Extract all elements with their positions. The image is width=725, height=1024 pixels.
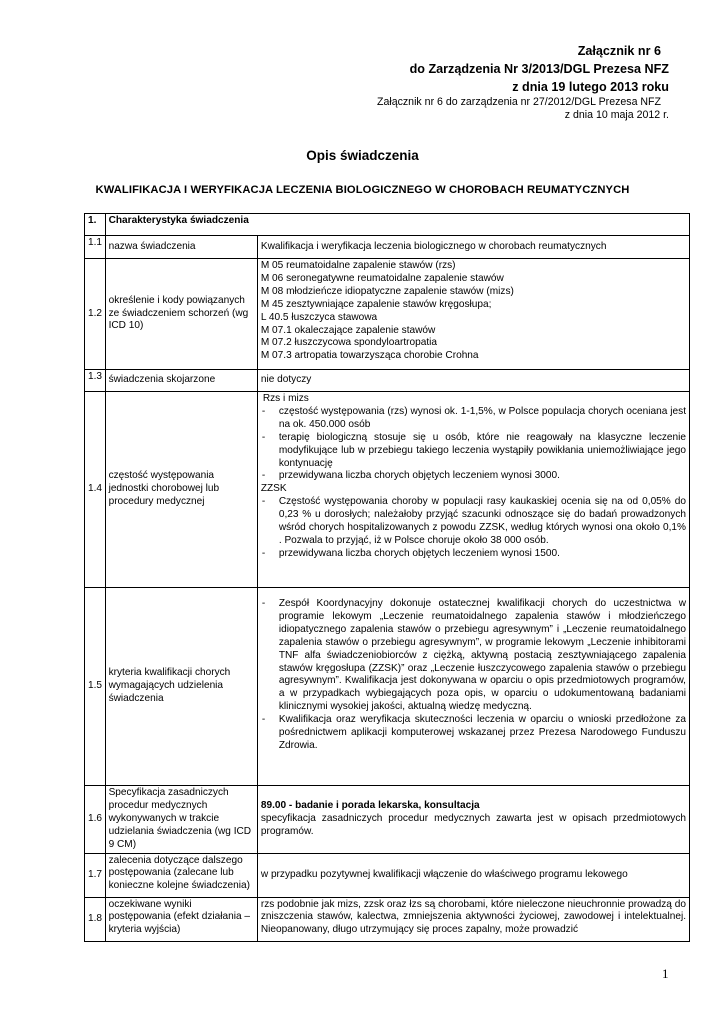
row-number: 1.7 xyxy=(85,853,106,897)
row-value xyxy=(257,259,689,370)
document-title: Opis świadczenia xyxy=(306,148,419,163)
list-item: L 40.5 łuszczyca stawowa xyxy=(260,311,378,323)
table-row xyxy=(85,786,690,854)
table-row xyxy=(85,236,690,259)
table-row xyxy=(85,259,690,370)
header-label: Charakterystyka świadczenia xyxy=(105,214,689,236)
list-item: - przewidywana liczba chorych objętych leczeniem wynosi 3000. xyxy=(261,470,686,483)
list-item: M 07.2 łuszczycowa spondyloartropatia xyxy=(260,337,438,349)
list-item: M 08 młodzieńcze idiopatyczne zapalenie stawów (mizs) xyxy=(260,285,514,297)
row-label: nazwa świadczenia xyxy=(105,236,257,259)
row-value: nie dotyczy xyxy=(257,370,689,392)
row-number: 1.5 xyxy=(85,588,106,786)
row-label: zalecenia dotyczące dalszego postępowania (zalecane lub konieczne kolejne świadczenia) xyxy=(105,853,257,897)
row-number: 1.4 xyxy=(85,392,106,588)
section-heading: Rzs i mizs xyxy=(262,393,309,404)
previous-regulation-date: z dnia 10 maja 2012 r. xyxy=(564,109,669,121)
table-row xyxy=(85,588,690,786)
list-item: - terapię biologiczną stosuje się u osób, które nie reagowały na klasyczne leczenie modyfikujące lub w przebiegu takiego leczenia wystąpiły powikłania uniemożliwiające jego kontynuację xyxy=(261,432,686,471)
table-header-row xyxy=(85,214,690,236)
table-row xyxy=(85,897,690,941)
table-row xyxy=(85,392,690,588)
list-item: - Częstość występowania choroby w populacji rasy kaukaskiej ocenia się na od 0,05% do 0,23 % u dorosłych; należałoby przyjąć szacunki odnoszące się do badań prowadzonych wśród chorych hospitalizowanych z powodu ZZSK, według których wynosi ona około 0,1% . Pozwala to przyjąć, iż w Polsce choruje około 38 000 osób. xyxy=(261,496,686,548)
table-row xyxy=(85,370,690,392)
row-value xyxy=(257,588,689,786)
procedure-code: 89.00 - badanie i porada lekarska, konsultacja xyxy=(260,799,480,811)
header-number: 1. xyxy=(85,214,106,236)
row-value xyxy=(257,786,689,854)
row-number: 1.3 xyxy=(85,370,106,392)
previous-regulation-reference: Załącznik nr 6 do zarządzenia nr 27/2012/DGL Prezesa NFZ xyxy=(376,96,661,108)
document-subtitle: KWALIFIKACJA I WERYFIKACJA LECZENIA BIOLOGICZNEGO W CHOROBACH REUMATYCZNYCH xyxy=(95,184,630,196)
row-number: 1.1 xyxy=(85,236,106,259)
row-label: częstość występowania jednostki chorobowej lub procedury medycznej xyxy=(105,392,257,588)
row-label: kryteria kwalifikacji chorych wymagających udzielenia świadczenia xyxy=(105,588,257,786)
row-label: określenie i kody powiązanych ze świadczeniem schorzeń (wg ICD 10) xyxy=(105,259,257,370)
list-item: M 07.1 okaleczające zapalenie stawów xyxy=(260,324,436,336)
list-item: - przewidywana liczba chorych objętych leczeniem wynosi 1500. xyxy=(261,548,686,561)
row-number: 1.2 xyxy=(85,259,106,370)
annex-title: Załącznik nr 6 xyxy=(577,44,661,58)
row-number: 1.8 xyxy=(85,897,106,941)
icd10-code-list xyxy=(261,260,686,363)
row-value: Kwalifikacja i weryfikacja leczenia biologicznego w chorobach reumatycznych xyxy=(257,236,689,259)
list-item: M 06 seronegatywne reumatoidalne zapalenie stawów xyxy=(260,272,504,284)
list-item: M 45 zesztywniające zapalenie stawów kręgosłupa; xyxy=(260,298,492,310)
section-heading: ZZSK xyxy=(260,483,287,495)
row-value: w przypadku pozytywnej kwalifikacji włączenie do właściwego programu lekowego xyxy=(257,853,689,897)
list-item: M 05 reumatoidalne zapalenie stawów (rzs) xyxy=(260,260,456,271)
list-item: - Kwalifikacja oraz weryfikacja skuteczności leczenia w oparciu o wnioski przedłożone za pośrednictwem aplikacji komputerowej wskazanej przez Prezesa Narodowego Funduszu Zdrowia. xyxy=(261,714,686,753)
page-number: 1 xyxy=(662,966,669,981)
table-row xyxy=(85,853,690,897)
list-item: - częstość występowania (rzs) wynosi ok. 1-1,5%, w Polsce populacja chorych oceniana jest na ok. 450.000 osób xyxy=(261,406,686,432)
row-value xyxy=(257,392,689,588)
list-item: - Zespół Koordynacyjny dokonuje ostatecznej kwalifikacji chorych do uczestnictwa w programie lekowym „Leczenie reumatoidalnego zapalenia stawów i młodzieńczego idiopatycznego zapalenia stawów o przebiegu agresywnym” i „Leczenie reumatoidalnego zapalenia stawów o przebiegu agresywnym”, w programie lekowym „Leczenie inhibitorami TNF alfa świadczeniobiorców z ciężką, aktywną postacią zesztywniającego zapalenia stawów kręgosłupa (ZZSK)” oraz „Leczenie łuszczycowego zapalenia stawów o przebiegu agresywnym”. Kwalifikacja jest dokonywana w oparciu o opis przedmiotowych programów, a w przypadkach wybiegających poza opis, w oparciu o udokumentowaną badaniami klinicznymi wysokiej jakości, aktualną wiedzę medyczną. xyxy=(261,598,686,714)
row-label: Specyfikacja zasadniczych procedur medycznych wykonywanych w trakcie udzielania świadczenia (wg ICD 9 CM) xyxy=(105,786,257,854)
regulation-reference: do Zarządzenia Nr 3/2013/DGL Prezesa NFZ xyxy=(409,62,669,76)
list-item: M 07.3 artropatia towarzysząca chorobie Crohna xyxy=(260,350,479,362)
row-value: rzs podobnie jak mizs, zzsk oraz łzs są chorobami, które nieleczone nieuchronnie prowadzą do zniszczenia stawów, kalectwa, zmniejszenia aktywności życiowej, zawodowej i intelektualnej. Nieopanowany, długo utrzymujący się proces zapalny, może prowadzić xyxy=(257,897,689,941)
procedure-description: specyfikacja zasadniczych procedur medycznych zawarta jest w opisach przedmiotowych programów. xyxy=(260,812,686,837)
row-number: 1.6 xyxy=(85,786,106,854)
service-description-table xyxy=(84,213,690,942)
row-label: świadczenia skojarzone xyxy=(105,370,257,392)
row-label: oczekiwane wyniki postępowania (efekt działania – kryteria wyjścia) xyxy=(105,897,257,941)
regulation-date: z dnia 19 lutego 2013 roku xyxy=(512,80,669,94)
